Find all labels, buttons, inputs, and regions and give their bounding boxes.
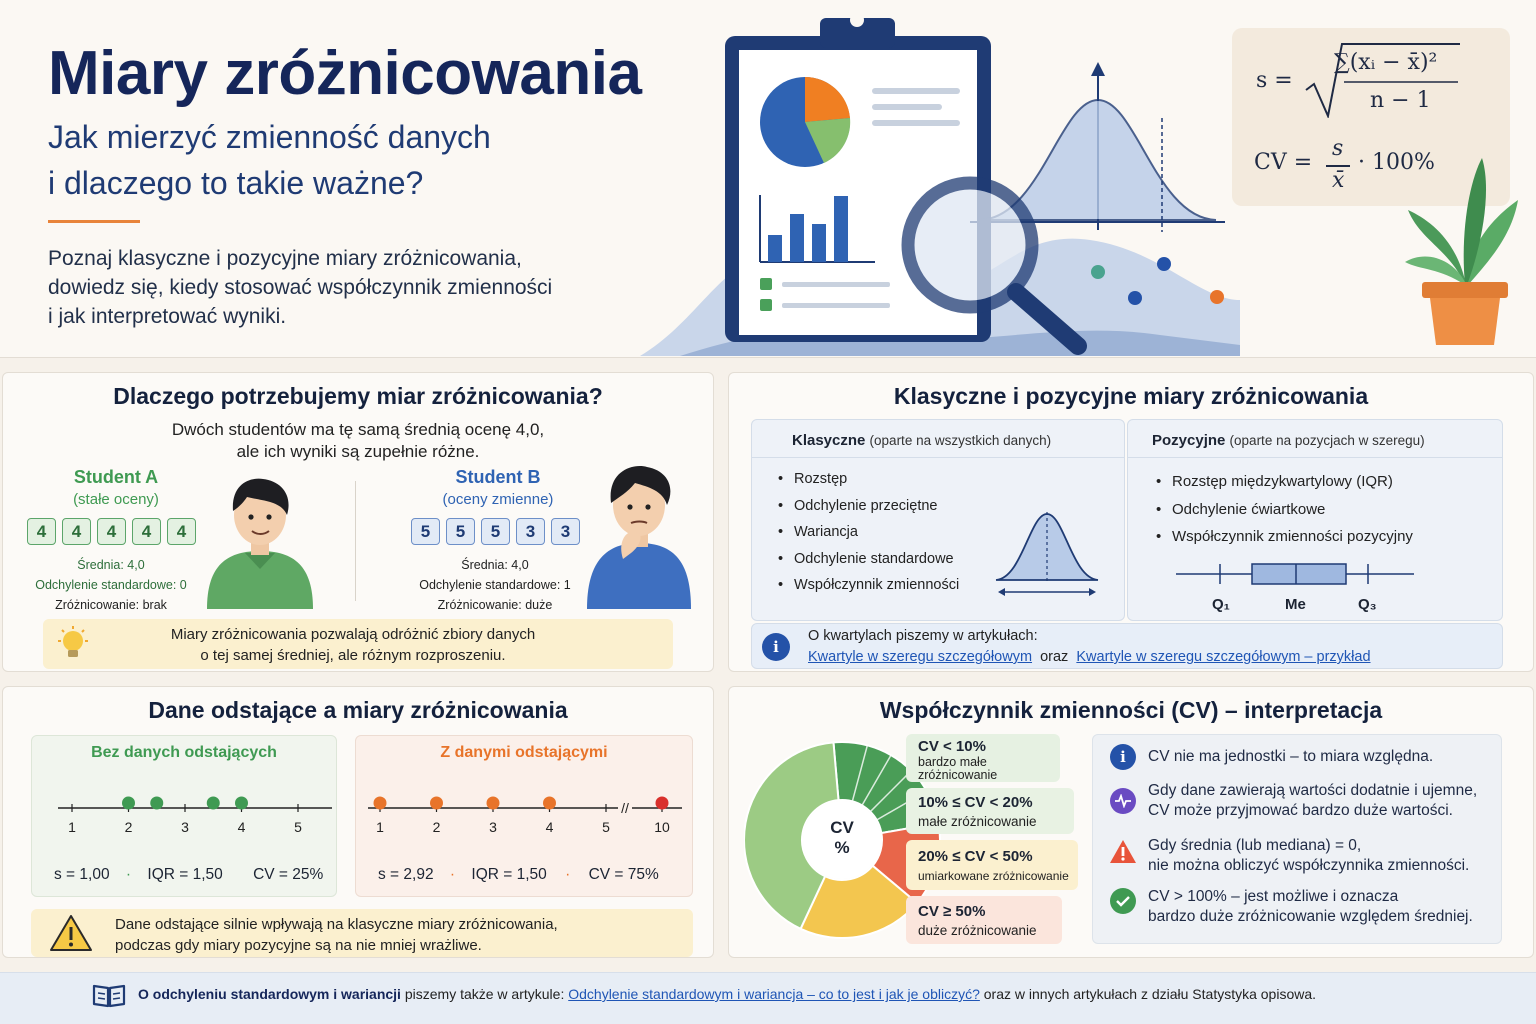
formula-sd-denominator: n − 1	[1370, 88, 1431, 113]
section-title: Dane odstające a miary zróżnicowania	[148, 697, 568, 723]
quartile-links	[808, 649, 1371, 665]
student-b-grades	[411, 518, 580, 545]
stat-sd: s = 2,92	[378, 866, 434, 883]
positional-label: Pozycyjne	[1152, 432, 1226, 449]
section-title: Klasyczne i pozycyjne miary zróżnicowania	[893, 383, 1369, 409]
student-a-avatar	[201, 471, 319, 611]
cv-band-desc: bardzo małe zróżnicowanie	[918, 755, 998, 782]
tick-label: 4	[237, 819, 246, 835]
student-b-name: Student B	[455, 467, 541, 487]
with-outliers-title: Z danymi odstającymi	[440, 744, 608, 761]
cv-note-text: CV nie ma jednostki – to miara względna.	[1148, 748, 1434, 765]
grade-badge: 4	[27, 518, 56, 545]
classic-label: Klasyczne	[792, 432, 866, 449]
cv-note-line: Gdy dane zawierają wartości dodatnie i ujemne,	[1148, 782, 1478, 799]
footer-text-part: piszemy także w artykule:	[404, 986, 565, 1002]
info-text: O kwartylach piszemy w artykułach:	[808, 628, 1038, 644]
formula-cv-denominator: x̄	[1332, 168, 1345, 193]
axis-break-mark: //	[621, 800, 629, 816]
donut-label-line: CV	[830, 818, 854, 837]
grade-badge: 5	[446, 518, 475, 545]
data-point	[374, 797, 387, 810]
grade-badge: 3	[516, 518, 545, 545]
q1-label: Q₁	[1212, 596, 1230, 613]
description-line: Poznaj klasyczne i pozycyjne miary zróżnicowania,	[48, 247, 522, 270]
list-item: • Wariancja	[778, 519, 959, 546]
tip-line: o tej samej średniej, ale różnym rozproszeniu.	[200, 647, 506, 664]
positional-note: (oparte na pozycjach w szeregu)	[1229, 433, 1425, 448]
page-title: Miary zróżnicowania	[48, 39, 642, 108]
data-point	[430, 797, 443, 810]
list-item: • Rozstęp	[778, 466, 959, 493]
check-icon	[1110, 888, 1136, 914]
warning-line: Dane odstające silnie wpływają na klasyczne miary zróżnicowania,	[115, 916, 558, 933]
list-item: • Współczynnik zmienności	[778, 572, 959, 599]
measures-panel	[728, 372, 1534, 672]
classic-note: (oparte na wszystkich danych)	[869, 433, 1052, 448]
link-quartiles-example[interactable]: Kwartyle w szeregu szczegółowym – przykład	[1076, 649, 1371, 665]
cv-note-text	[1148, 887, 1473, 927]
info-icon: i	[1110, 744, 1136, 770]
warning-line: podczas gdy miary pozycyjne są na nie mniej wrażliwe.	[115, 937, 482, 954]
warning-text	[115, 914, 558, 956]
page-description	[48, 244, 648, 331]
cv-note-line: CV > 100% – jest możliwe i oznacza	[1148, 888, 1399, 905]
stat-cv: CV = 25%	[253, 866, 324, 883]
data-point	[122, 797, 135, 810]
formula-sd-lhs: s =	[1256, 68, 1293, 93]
quartile-info-box	[751, 623, 1503, 669]
data-point	[150, 797, 163, 810]
tip-text	[103, 624, 603, 666]
warning-box	[31, 909, 693, 957]
cv-band-range: CV ≥ 50%	[918, 903, 986, 920]
formula-sd-numerator: ∑(xᵢ − x̄)²	[1334, 50, 1438, 75]
link-separator: oraz	[1040, 649, 1069, 665]
grade-badge: 4	[97, 518, 126, 545]
student-b-mean: Średnia: 4,0	[461, 558, 529, 572]
cv-band-card	[906, 896, 1062, 944]
cv-band-card	[906, 840, 1078, 890]
grade-badge: 4	[62, 518, 91, 545]
tick-label: 5	[294, 819, 302, 835]
cv-note-line: nie można obliczyć współczynnika zmienności.	[1148, 857, 1470, 874]
cv-band-range: 10% ≤ CV < 20%	[918, 794, 1033, 811]
median-label: Me	[1285, 596, 1306, 613]
accent-divider	[48, 220, 140, 223]
student-a-sd: Odchylenie standardowe: 0	[35, 578, 187, 592]
description-line: dowiedz się, kiedy stosować współczynnik zmienności	[48, 276, 553, 299]
warning-icon	[1108, 838, 1138, 866]
why-panel	[2, 372, 714, 672]
list-item: • Odchylenie standardowe	[778, 546, 959, 573]
footer-bold: O odchyleniu standardowym i wariancji	[138, 986, 401, 1002]
grade-badge: 4	[132, 518, 161, 545]
fraction-bar	[1326, 165, 1350, 167]
tip-box	[43, 619, 673, 669]
warning-icon	[49, 913, 93, 953]
description-line: i jak interpretować wyniki.	[48, 305, 287, 328]
footer-link[interactable]: Odchylenie standardowym i wariancja – co to jest i jak je obliczyć?	[568, 986, 980, 1002]
formula-cv-lhs: CV =	[1254, 150, 1313, 175]
outlier-point	[656, 797, 669, 810]
donut-label-line: %	[834, 838, 850, 857]
cv-band-range: CV < 10%	[918, 738, 986, 755]
info-icon: i	[762, 633, 790, 661]
cv-band-card	[906, 734, 1060, 782]
cv-note-text	[1148, 781, 1477, 821]
classic-card	[751, 419, 1125, 621]
why-intro	[3, 419, 713, 463]
positional-heading	[1152, 432, 1425, 449]
stat-iqr: IQR = 1,50	[147, 866, 223, 883]
outliers-panel	[2, 686, 714, 958]
intro-line: Dwóch studentów ma tę samą średnią ocenę 4,0,	[171, 420, 545, 439]
tick-label: 10	[654, 819, 670, 835]
cv-note-text	[1148, 836, 1469, 876]
bell-curve-icon	[992, 490, 1102, 600]
student-a-variation: Zróżnicowanie: brak	[55, 598, 167, 612]
classic-list	[778, 466, 959, 599]
student-b-variation: Zróżnicowanie: duże	[437, 598, 553, 612]
tick-label: 1	[376, 819, 384, 835]
section-title: Dlaczego potrzebujemy miar zróżnicowania?	[113, 383, 603, 409]
classic-heading	[792, 432, 1051, 449]
lightbulb-icon	[55, 625, 91, 663]
page-subtitle	[48, 114, 608, 206]
pulse-icon	[1110, 788, 1136, 814]
positional-card	[1127, 419, 1503, 621]
cv-band-card	[906, 788, 1074, 834]
statistics-illustration	[640, 0, 1240, 356]
subtitle-line: i dlaczego to takie ważne?	[48, 165, 424, 201]
with-outliers-card	[355, 735, 693, 897]
cv-band-desc: duże zróżnicowanie	[918, 923, 1037, 938]
cv-band-desc: małe zróżnicowanie	[918, 814, 1037, 829]
no-outliers-stats: s = 1,00 · IQR = 1,50 CV = 25%	[54, 866, 324, 883]
student-b-stats	[389, 555, 601, 615]
cv-donut-label	[812, 818, 872, 858]
subtitle-line: Jak mierzyć zmienność danych	[48, 119, 491, 155]
student-b-avatar	[583, 461, 695, 611]
tip-line: Miary zróżnicowania pozwalają odróżnić zbiory danych	[170, 626, 536, 643]
with-outliers-stats: s = 2,92 · IQR = 1,50 · CV = 75%	[378, 866, 659, 883]
cv-band-range: 20% ≤ CV < 50%	[918, 848, 1033, 865]
tick-label: 2	[124, 819, 133, 835]
student-a-grades	[27, 518, 196, 545]
student-a-header	[11, 467, 221, 508]
link-quartiles[interactable]: Kwartyle w szeregu szczegółowym	[808, 649, 1033, 665]
student-a-name: Student A	[73, 467, 159, 487]
data-point	[235, 797, 248, 810]
stat-iqr: IQR = 1,50	[471, 866, 547, 883]
tick-label: 4	[545, 819, 554, 835]
student-a-mean: Średnia: 4,0	[77, 558, 145, 572]
grade-badge: 4	[167, 518, 196, 545]
cv-note-line: CV może przyjmować bardzo duże wartości.	[1148, 802, 1453, 819]
boxplot-icon	[1172, 560, 1422, 596]
plant-icon	[1400, 150, 1530, 350]
intro-line: ale ich wyniki są zupełnie różne.	[236, 442, 480, 461]
list-item: • Rozstęp międzykwartylowy (IQR)	[1156, 468, 1413, 496]
cv-note-line: Gdy średnia (lub mediana) = 0,	[1148, 837, 1362, 854]
stat-sd: s = 1,00	[54, 866, 110, 883]
list-item: • Współczynnik zmienności pozycyjny	[1156, 523, 1413, 551]
data-point	[207, 797, 220, 810]
footer-text-part: oraz w innych artykułach z działu Statystyka opisowa.	[983, 986, 1317, 1002]
formula-cv-numerator: s	[1332, 136, 1344, 161]
student-a-stats	[3, 555, 219, 615]
data-point	[543, 797, 556, 810]
data-point	[487, 797, 500, 810]
student-a-note: (stałe oceny)	[73, 491, 159, 508]
student-b-header	[393, 467, 603, 508]
list-item: • Odchylenie przeciętne	[778, 493, 959, 520]
tick-label: 3	[181, 819, 189, 835]
cv-band-desc: umiarkowane zróżnicowanie	[918, 869, 1069, 883]
q3-label: Q₃	[1358, 596, 1377, 613]
stat-cv: CV = 75%	[588, 866, 659, 883]
student-b-note: (oceny zmienne)	[442, 491, 554, 508]
list-item: • Odchylenie ćwiartkowe	[1156, 496, 1413, 524]
tick-label: 3	[489, 819, 497, 835]
student-b-sd: Odchylenie standardowe: 1	[419, 578, 571, 592]
tick-label: 1	[68, 819, 76, 835]
student-divider	[355, 481, 356, 601]
footer-text	[138, 986, 1316, 1002]
no-outliers-title: Bez danych odstających	[91, 744, 277, 761]
grade-badge: 5	[481, 518, 510, 545]
positional-list	[1156, 468, 1413, 551]
with-outliers-dotplot	[356, 786, 694, 846]
cv-note-line: bardzo duże zróżnicowanie względem średniej.	[1148, 908, 1473, 925]
section-title: Współczynnik zmienności (CV) – interpretacja	[879, 697, 1383, 723]
grade-badge: 3	[551, 518, 580, 545]
grade-badge: 5	[411, 518, 440, 545]
no-outliers-card	[31, 735, 337, 897]
tick-label: 2	[432, 819, 441, 835]
tick-label: 5	[602, 819, 610, 835]
no-outliers-dotplot	[32, 786, 338, 846]
book-icon	[92, 982, 126, 1008]
formula-cv-rhs: · 100%	[1358, 150, 1435, 175]
